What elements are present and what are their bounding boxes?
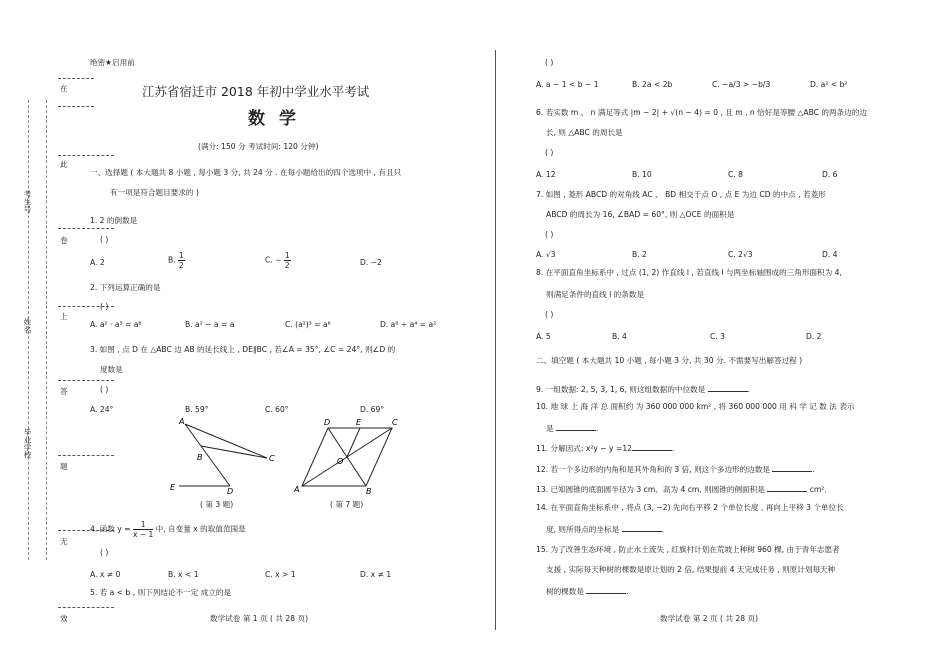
q6-option-d: D. 6 — [822, 170, 838, 179]
q1-text: 1. 2 的倒数是 — [90, 216, 138, 225]
q5-option-b: B. 2a < 2b — [632, 80, 673, 89]
q8-text-cont: 则满足条件的直线 l 的条数是 — [546, 290, 645, 299]
q4-option-a: A. x ≠ 0 — [90, 570, 121, 579]
q9-text: 9. 一组数据: 2, 5, 3, 1, 6, 则这组数据的中位数是 . — [536, 385, 751, 394]
q8-option-c: C. 3 — [710, 332, 725, 341]
q5-option-c: C. −a/3 > −b/3 — [712, 80, 771, 89]
section2-heading: 二、填空题 ( 本大题共 10 小题 , 每小题 3 分, 共 30 分. 不需要写出解答过程 ) — [536, 356, 803, 365]
q14-text: 14. 在平面直角坐标系中 , 将点 (3, −2) 先向右平移 2 个单位长度 , 再向上平移 3 个单位长 — [536, 503, 844, 512]
q3-bracket: ( ) — [100, 385, 109, 394]
fig3-label-b: B — [197, 453, 203, 462]
q4-bracket: ( ) — [100, 548, 109, 557]
q3-option-b: B. 59° — [185, 405, 209, 414]
q14-text-cont: 度, 则所得点的坐标是 . — [546, 525, 665, 534]
fig7-label-c: C — [392, 418, 398, 427]
side-label-name: 姓名 — [23, 318, 32, 334]
q10-text-cont: 是 . — [546, 424, 599, 433]
q7-text-cont: ABCD 的周长为 16, ∠BAD = 60°, 则 △OCE 的面积是 — [546, 210, 735, 219]
q13-text: 13. 已知圆锥的底面圆半径为 3 cm、高为 4 cm, 则圆锥的侧面积是 cm². — [536, 485, 827, 494]
margin-char: 卷 — [60, 236, 68, 245]
section1-heading: 一、选择题 ( 本大题共 8 小题 , 每小题 3 分, 共 24 分 . 在每小题给出的四个选项中 , 有且只 — [90, 168, 402, 177]
q6-text-cont: 长, 则 △ABC 的周长是 — [546, 128, 623, 137]
q7-option-a: A. √3 — [536, 250, 556, 259]
q1-option-b: B. $\frac{1}{2}$ — [168, 251, 184, 270]
q3-option-d: D. 69° — [360, 405, 385, 414]
q7-option-d: D. 4 — [822, 250, 838, 259]
margin-char: 此 — [60, 160, 68, 169]
q5-option-a: A. a − 1 < b − 1 — [536, 80, 599, 89]
q8-option-b: B. 4 — [612, 332, 627, 341]
q2-text: 2. 下列运算正确的是 — [90, 283, 161, 292]
q1-bracket: ( ) — [100, 235, 109, 244]
page-divider — [495, 50, 496, 630]
margin-char: 题 — [60, 462, 68, 471]
fig3-label-c: C — [269, 454, 275, 463]
q6-option-b: B. 10 — [632, 170, 652, 179]
q7-text: 7. 如图 , 菱形 ABCD 的对角线 AC 、 BD 相交于点 O , 点 E 为边 CD 的中点 , 若菱形 — [536, 190, 826, 199]
side-label-school: 毕业学校 — [23, 428, 32, 459]
margin-char: 无 — [60, 537, 68, 546]
q2-option-d: D. a⁸ ÷ a⁴ = a² — [380, 320, 437, 329]
q2-option-c: C. (a²)³ = a⁶ — [285, 320, 331, 329]
side-label-exam-id: 考生号 — [23, 190, 32, 213]
subject-title: 数学 — [248, 109, 310, 129]
q6-bracket: ( ) — [545, 148, 554, 157]
q15-text: 15. 为了改善生态环境 , 防止水土流失 , 红旗村计划在荒坡上种树 960 棵, 由于青年志愿者 — [536, 545, 840, 554]
q5-bracket: ( ) — [545, 58, 554, 67]
q3-option-c: C. 60° — [265, 405, 289, 414]
fig7-label-e: E — [356, 418, 362, 427]
page-footer-left: 数学试卷 第 1 页 ( 共 28 页) — [210, 614, 309, 623]
fig3-label-e: E — [170, 483, 176, 492]
q1-option-c: C. − $\frac{1}{2}$ — [265, 251, 290, 270]
q4-option-d: D. x ≠ 1 — [360, 570, 392, 579]
fig7-label-d: D — [324, 418, 331, 427]
q8-bracket: ( ) — [545, 310, 554, 319]
q5-text: 5. 若 a < b , 则下列结论不一定 成立的是 — [90, 588, 232, 597]
q6-text: 6. 若实数 m 、 n 满足等式 |m − 2| + √(n − 4) = 0 , 且 m , n 恰好是等腰 △ABC 的两条边的边 — [536, 108, 867, 117]
fig7-caption: ( 第 7 题) — [330, 500, 364, 509]
q6-option-a: A. 12 — [536, 170, 556, 179]
q4-option-c: C. x > 1 — [265, 570, 296, 579]
section1-heading-cont: 有一项是符合题目要求的 ) — [110, 188, 199, 197]
secret-mark: 绝密★启用前 — [90, 58, 135, 67]
fig7-label-a: A — [294, 485, 300, 494]
q2-bracket: ( ) — [100, 302, 109, 311]
exam-info: (满分: 150 分 考试时间: 120 分钟) — [198, 142, 319, 151]
q4-option-b: B. x < 1 — [168, 570, 199, 579]
q3-text: 3. 如图 , 点 D 在 △ABC 边 AB 的延长线上 , DE∥BC , 若∠A = 35°, ∠C = 24°, 则∠D 的 — [90, 345, 396, 354]
q7-option-c: C. 2√3 — [728, 250, 753, 259]
fig3-label-a: A — [179, 417, 185, 426]
q10-text: 10. 地 球 上 海 洋 总 面积约 为 360 000 000 km² , 将 360 000 000 用 科 学 记 数 法 表示 — [536, 402, 855, 411]
fig7-label-b: B — [366, 487, 372, 496]
q2-option-a: A. a² · a³ = a⁶ — [90, 320, 142, 329]
fig7-label-o: O — [337, 457, 344, 466]
page-footer-right: 数学试卷 第 2 页 ( 共 28 页) — [660, 614, 759, 623]
margin-char: 上 — [60, 312, 68, 321]
q6-option-c: C. 8 — [728, 170, 743, 179]
q15-text-cont: 支援 , 实际每天种树的棵数是原计划的 2 倍, 结果提前 4 天完成任务 , 则原计划每天种 — [546, 565, 836, 574]
q15-text-cont2: 树的棵数是 . — [546, 587, 629, 596]
fig3-label-d: D — [227, 487, 234, 496]
binding-line-inner — [46, 100, 47, 560]
q5-option-d: D. a² < b² — [810, 80, 848, 89]
q7-bracket: ( ) — [545, 230, 554, 239]
figure-3 — [165, 414, 280, 496]
margin-char: 在 — [60, 84, 68, 93]
q8-text: 8. 在平面直角坐标系中 , 过点 (1, 2) 作直线 l , 若直线 l 与两坐标轴围成的三角形面积为 4, — [536, 268, 842, 277]
margin-char: 效 — [60, 614, 68, 623]
q3-option-a: A. 24° — [90, 405, 114, 414]
q1-option-d: D. −2 — [360, 258, 382, 267]
q4-text: 4. 函数 y = $\frac{1}{x - 1}$ 中, 自变量 x 的取值范围是 — [90, 520, 246, 539]
q11-text: 11. 分解因式: x²y − y =12 . — [536, 444, 675, 453]
q3-text-cont: 度数是 — [100, 365, 123, 374]
q8-option-a: A. 5 — [536, 332, 551, 341]
q2-option-b: B. a² − a = a — [185, 320, 235, 329]
q1-option-a: A. 2 — [90, 258, 105, 267]
exam-title: 江苏省宿迁市 2018 年初中学业水平考试 — [142, 84, 370, 99]
figure-7 — [290, 414, 405, 496]
q7-option-b: B. 2 — [632, 250, 647, 259]
q8-option-d: D. 2 — [806, 332, 822, 341]
q12-text: 12. 若一个多边形的内角和是其外角和的 3 倍, 则这个多边形的边数是 . — [536, 465, 815, 474]
margin-char: 答 — [60, 387, 68, 396]
fig3-caption: ( 第 3 题) — [200, 500, 234, 509]
